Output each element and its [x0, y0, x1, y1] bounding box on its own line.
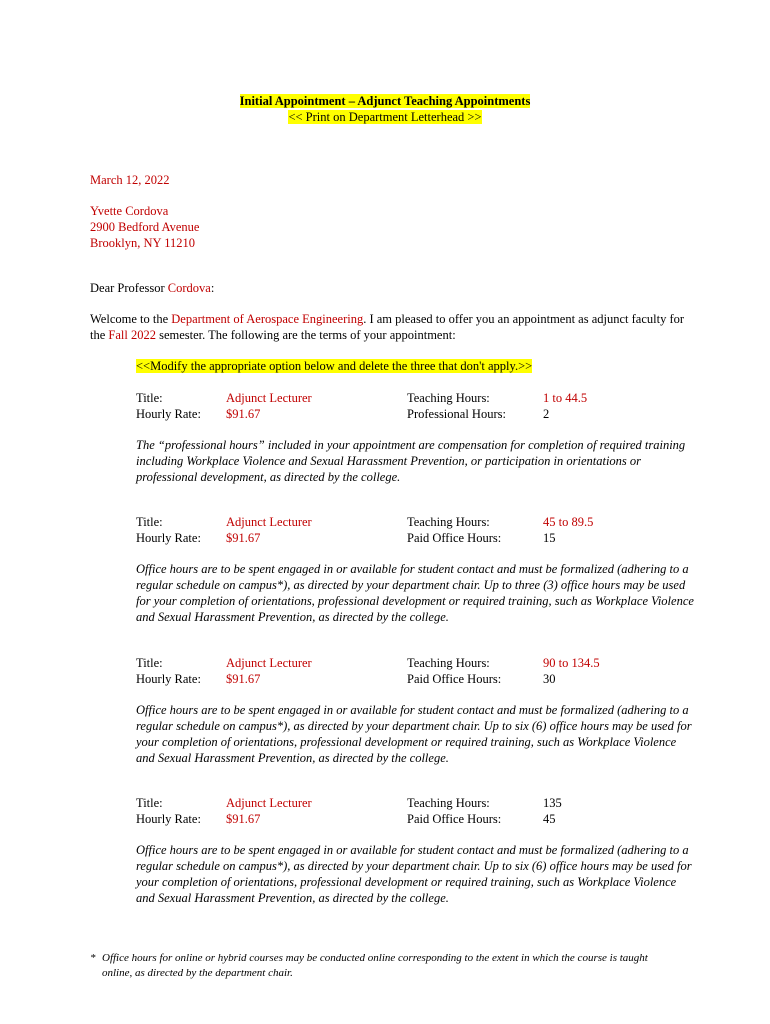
footnote-marker: *: [90, 952, 96, 964]
paid-office-hours-label: Paid Office Hours:: [407, 531, 502, 545]
professional-hours-value: 2: [543, 407, 550, 421]
hourly-rate-label: Hourly Rate:: [136, 812, 201, 826]
welcome-paragraph: Welcome to the Department of Aerospace Engineering. I am pleased to offer you an appointment as adjunct faculty for the Fall 2022 semester. The following are the terms of your appointment:: [90, 312, 685, 342]
department-name: Department of Aerospace Engineering: [171, 312, 364, 326]
teaching-hours-label: Teaching Hours:: [407, 796, 490, 810]
salutation-surname: Cordova: [167, 281, 211, 295]
option-note: Office hours are to be spent engaged in or available for student contact and must be formalized (adhering to a regular schedule on campus*), as directed by your department chair. Up to six (6) office hours may be used for your completion of orientations, professional development or required training, such as Workplace Violence and Sexual Harassment Prevention, as directed by the college.: [136, 843, 692, 905]
professional-hours-label: Professional Hours:: [407, 407, 506, 421]
paid-office-hours-value: 45: [543, 812, 556, 826]
paid-office-hours-value: 30: [543, 672, 556, 686]
hourly-rate-label: Hourly Rate:: [136, 407, 201, 421]
semester: Fall 2022: [108, 328, 156, 342]
hourly-rate-value: $91.67: [226, 812, 261, 826]
recipient-street: 2900 Bedford Avenue: [90, 220, 200, 234]
footnote-text: Office hours for online or hybrid courses may be conducted online corresponding to the extent in which the course is taught online, as directed by the department chair.: [102, 952, 648, 979]
teaching-hours-value: 1 to 44.5: [543, 391, 588, 405]
hourly-rate-label: Hourly Rate:: [136, 531, 201, 545]
hourly-rate-label: Hourly Rate:: [136, 672, 201, 686]
title-label: Title:: [136, 391, 163, 405]
modify-instruction: <<Modify the appropriate option below and delete the three that don't apply.>>: [136, 359, 533, 373]
document-subtitle: << Print on Department Letterhead >>: [288, 110, 482, 124]
recipient-city: Brooklyn, NY 11210: [90, 236, 195, 250]
salutation: Dear Professor Cordova:: [90, 281, 215, 295]
teaching-hours-label: Teaching Hours:: [407, 515, 490, 529]
teaching-hours-value: 90 to 134.5: [543, 656, 600, 670]
option-note: The “professional hours” included in your appointment are compensation for completion of required training including Workplace Violence and Sexual Harassment Prevention, or participation in orientations or professional development, as directed by the college.: [136, 438, 686, 484]
letter-date: March 12, 2022: [90, 173, 170, 187]
paid-office-hours-label: Paid Office Hours:: [407, 812, 502, 826]
hourly-rate-value: $91.67: [226, 672, 261, 686]
title-label: Title:: [136, 796, 163, 810]
paid-office-hours-label: Paid Office Hours:: [407, 672, 502, 686]
title-label: Title:: [136, 515, 163, 529]
option-note: Office hours are to be spent engaged in or available for student contact and must be formalized (adhering to a regular schedule on campus*), as directed by your department chair. Up to three (3) office hours may be used for your completion of orientations, professional development or required training, such as Workplace Violence and Sexual Harassment Prevention, as directed by the college.: [136, 562, 694, 624]
title-value: Adjunct Lecturer: [226, 796, 312, 810]
title-value: Adjunct Lecturer: [226, 515, 312, 529]
recipient-name: Yvette Cordova: [90, 204, 169, 218]
teaching-hours-label: Teaching Hours:: [407, 656, 490, 670]
recipient-address: [90, 203, 199, 251]
teaching-hours-label: Teaching Hours:: [407, 391, 490, 405]
hourly-rate-value: $91.67: [226, 407, 261, 421]
document-title: Initial Appointment – Adjunct Teaching Appointments: [239, 94, 531, 108]
title-label: Title:: [136, 656, 163, 670]
option-note: Office hours are to be spent engaged in or available for student contact and must be formalized (adhering to a regular schedule on campus*), as directed by your department chair. Up to six (6) office hours may be used for your completion of orientations, professional development or required training, such as Workplace Violence and Sexual Harassment Prevention, as directed by the college.: [136, 703, 692, 765]
title-value: Adjunct Lecturer: [226, 391, 312, 405]
teaching-hours-value: 45 to 89.5: [543, 515, 594, 529]
title-value: Adjunct Lecturer: [226, 656, 312, 670]
teaching-hours-value: 135: [543, 796, 562, 810]
hourly-rate-value: $91.67: [226, 531, 261, 545]
footnote: [90, 951, 680, 981]
paid-office-hours-value: 15: [543, 531, 556, 545]
